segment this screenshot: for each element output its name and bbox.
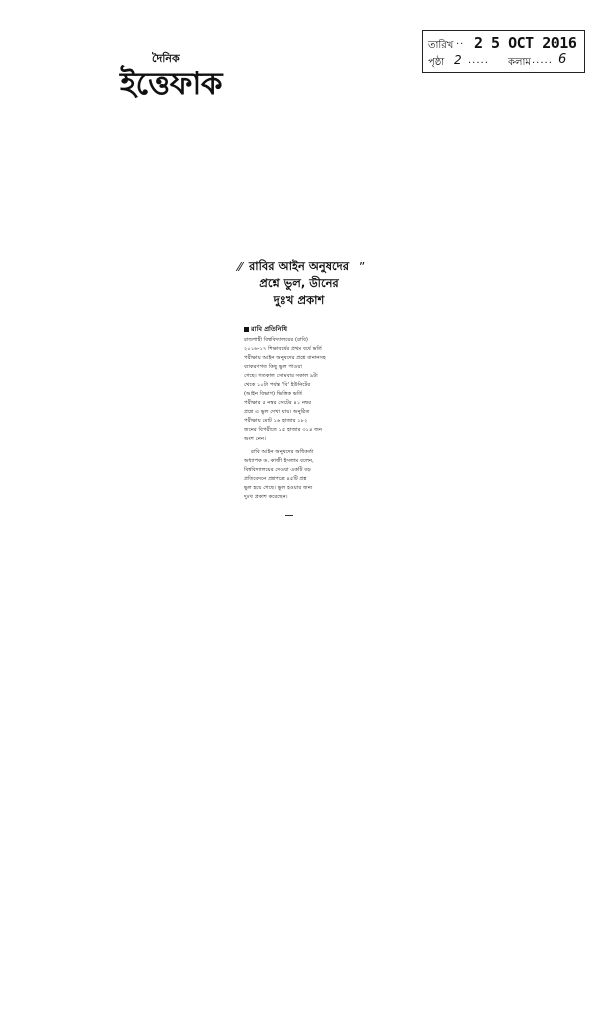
- stamp-date-value: 2 5 OCT 2016: [474, 34, 577, 52]
- body-line: রাবি আইন অনুষদের অধিকর্তা: [251, 449, 314, 455]
- headline-slash-icon: ⁄⁄: [238, 260, 243, 274]
- body-line: পরীক্ষায় আইন অনুষদের প্রশ্নে বানানসহ: [244, 355, 326, 361]
- body-line: বিশ্ববিদ্যালয়ের দেওয়া একটি বড়: [244, 467, 311, 473]
- body-line: অংশ নেন।: [244, 436, 266, 442]
- stamp-column-dots: .....: [532, 55, 553, 66]
- body-line: রাজশাহী বিশ্ববিদ্যালয়ের (রাবি): [244, 337, 309, 343]
- body-line: ব্যাকরণগত কিছু ভুল পাওয়া: [244, 364, 302, 370]
- headline-line-3: দুঃখ প্রকাশ: [273, 293, 325, 307]
- news-clipping: [233, 258, 365, 528]
- stamp-date-dots: ..: [456, 36, 465, 47]
- body-line: গেছে। গতকাল সোমবার সকাল ৯টা: [244, 373, 318, 379]
- stamp-page-row: [428, 54, 580, 70]
- headline-mark-icon: ”: [359, 260, 366, 274]
- body-line: দুঃখ প্রকাশ করেছেন।: [244, 494, 288, 500]
- article-end-divider: [285, 515, 293, 516]
- stamp-date-row: [428, 34, 578, 54]
- stamp-column-value: 6: [558, 52, 567, 67]
- body-line: অধ্যাপক ড. কাজী ইসলাম বলেন,: [244, 458, 314, 464]
- masthead-title: ইত্তেফাক: [120, 66, 223, 102]
- byline: [244, 325, 287, 334]
- stamp-date-label: তারিখ: [428, 40, 454, 51]
- body-line: ভুল হয়ে গেছে। ভুল হওয়ার জন্য: [244, 485, 313, 491]
- body-line: জনের বিপরীতে ১৫ হাজার ৩১৪ জন: [244, 427, 323, 433]
- stamp-page-value: 2: [454, 53, 462, 67]
- archive-date-stamp: [422, 30, 585, 73]
- byline-text: রাবি প্রতিনিধি: [251, 325, 288, 333]
- body-line: পরীক্ষায় মোট ১৬ হাজার ১৮২: [244, 418, 308, 424]
- headline-line-1: রাবির আইন অনুষদের: [248, 259, 350, 273]
- body-line: পরীক্ষার ৫ নম্বর সেটের ৪১ নম্বর: [244, 400, 312, 406]
- stamp-page-dots: .....: [468, 55, 489, 66]
- byline-square-icon: [244, 327, 249, 332]
- stamp-page-label: পৃষ্ঠা: [428, 57, 445, 68]
- masthead-prefix: দৈনিক: [152, 52, 180, 65]
- body-line: প্রশ্নে এ ভুল দেখা যায়। অনুষ্ঠিত: [244, 409, 310, 415]
- stamp-column-label: কলাম: [508, 57, 531, 68]
- body-line: (আইন বিভাগ) ভিত্তিক ভর্তি: [244, 391, 303, 397]
- newspaper-masthead: [120, 52, 240, 108]
- body-line: প্রতিবেদনে প্রশ্নপত্রে ৪৫টি প্রশ্ন: [244, 476, 307, 482]
- body-line: থেকে ১০টা পর্যন্ত 'বি' ইউনিটের: [244, 382, 311, 388]
- body-line: ২০১৬-১৭ শিক্ষাবর্ষের প্রথম বর্ষে ভর্তি: [244, 346, 322, 352]
- headline-line-2: প্রশ্নে ভুল, ডীনের: [259, 276, 339, 290]
